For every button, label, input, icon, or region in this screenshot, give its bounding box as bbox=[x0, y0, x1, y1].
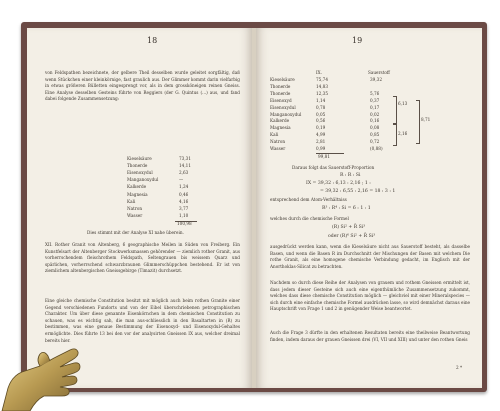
brace-value-3: 8,71 bbox=[421, 117, 431, 122]
oxide-label: Thonerde bbox=[270, 83, 291, 89]
oxide-label: Natron bbox=[270, 139, 286, 145]
formula-6: oder (R)⁶ Si² + R̈ Si³ bbox=[328, 234, 376, 239]
formula-5: (R) Si² + R̈ Si³ bbox=[332, 225, 366, 230]
oxide-value: 0,78 bbox=[316, 104, 326, 110]
brass-hand-icon bbox=[0, 330, 100, 411]
analysis-value: 0,46 bbox=[179, 191, 189, 197]
oxide-oxygen: 5,76 bbox=[370, 90, 380, 96]
analysis-value: 2,63 bbox=[179, 170, 189, 176]
oxide-oxygen: 0,72 bbox=[370, 139, 380, 145]
signature-mark: 2 * bbox=[456, 365, 463, 370]
analysis-value: 73,31 bbox=[179, 156, 191, 161]
formula-3: = 39,32 : 6,55 : 2,16 = 18 : 3 : 1 bbox=[320, 189, 396, 194]
oxide-value: 0,56 bbox=[316, 118, 326, 124]
oxide-value: 1,14 bbox=[316, 97, 326, 103]
analysis-label: Thonerde bbox=[127, 163, 148, 169]
oxide-oxygen: 0,17 bbox=[370, 104, 380, 110]
left-paragraph-3: XII. Rother Granit von Altenberg, 6 geographische Meilen in Süden von Freiberg. Ein Kunstfelsart der Altenberger Stockwerksmassen gehörender — ziemlich rother Granit, aus vorherrschendem fleischrothem Feldspath, Seltengrauen bis weissem Quarz und spärlichen, vorherrschend schwarzbraunen Glimmerschüppchen bestehend. Er ist von ziemlichem altenbergischen Gneissgebirge (Timazit) durchsetzt. bbox=[45, 242, 240, 274]
oxide-oxygen: 0,85 bbox=[370, 132, 380, 138]
analysis-label: Kali bbox=[127, 198, 136, 204]
formula-4: R³ : R⁴ : Si = 6 : 1 : 1 bbox=[322, 206, 371, 211]
oxide-value: 0,99 bbox=[316, 146, 326, 151]
oxide-oxygen: 0,08 bbox=[370, 125, 380, 131]
analysis-value: 14,11 bbox=[179, 163, 191, 169]
analysis-label: Kieselsäure bbox=[127, 156, 152, 161]
analysis-label: Natron bbox=[127, 205, 143, 211]
left-page-number: 18 bbox=[147, 36, 158, 45]
formula-line-4: welches durch die chemische Formel bbox=[270, 216, 349, 221]
table-head-label: Sauerstoff bbox=[368, 70, 390, 75]
oxide-oxygen: 0,37 bbox=[370, 97, 380, 103]
formula-2: IX = 39,32 : 6,13 : 2,16 ; 1 : bbox=[306, 181, 371, 186]
right-paragraph-1: ausgedrückt werden kann, wenn die Kieselsäure nicht aus Sauerstoff besteht, als dasselbe Basen, und wenn die Basen R im Durchschnitt der Mischungen der Basen mit welchem Die rothe Granit, als eine homogene chemische Verbindung gedacht, im Englisch mit der Anorthoklas-Silicat zu betrachten. bbox=[270, 244, 470, 269]
analysis-value: 4,16 bbox=[179, 198, 189, 204]
analysis-label: Eisenoxydul bbox=[127, 170, 153, 176]
oxide-oxygen: 39,32 bbox=[370, 77, 382, 82]
brace-lower bbox=[393, 124, 397, 146]
oxide-oxygen: 0,16 bbox=[370, 118, 380, 124]
oxide-value: 14,83 bbox=[316, 83, 328, 89]
left-paragraph-1: von Feldspathen bezeichnete, der gelbere Theil desselben wurde geleitet sorgfältig, daß wenn Stückchen einer kleinkörnige, fast graulich aus. Der Glimmer kommt darin vielfarbig in etwas größeren Bülletten eingesprengt vor, als in dem grossköneigen reinen Gneiss. Eine Analyse desselben Gesteins führte von Reggiers (der G. Quintus (...) aus, und fand dabei folgende Zusammensetzung: bbox=[45, 70, 240, 102]
oxide-value: 0,19 bbox=[316, 125, 326, 131]
analysis-value: 3,77 bbox=[179, 205, 189, 211]
analysis-total: 100,98 bbox=[177, 221, 192, 226]
table-total: 99,81 bbox=[318, 154, 330, 159]
formula-1: R : R : Si bbox=[340, 173, 361, 178]
right-paragraph-2: Nachdem so durch diese Reihe der Analysen von grauem und rothem Gneissen ermittelt ist, dass jedem dieser Gesteine sich auch eine eigenthümliche Zusammensetzung zukommt, welches dass diese chemische Constitution möglich — gleichviel mit einer Mineralspecies — sich durch eine einfache chemische Formel ausdrücken lasse, so wird demnächst daraus eine Hauptschrift von Frage 1 und 2 in genügender Weise beantwortet. bbox=[270, 280, 470, 312]
brace-upper bbox=[393, 96, 397, 124]
oxide-label: Kalkerde bbox=[270, 118, 290, 124]
oxide-value: 2,81 bbox=[316, 139, 326, 145]
brace-outer bbox=[416, 100, 420, 144]
analysis-value: — bbox=[179, 177, 184, 183]
oxide-oxygen: (0,88) bbox=[370, 146, 383, 151]
oxide-value: 75,74 bbox=[316, 77, 328, 82]
table-head-num: IX. bbox=[316, 70, 322, 75]
proportion-intro: Daraus folgt das Sauerstoff-Proportion bbox=[292, 165, 375, 170]
oxide-label: Manganoxydul bbox=[270, 111, 302, 117]
right-page bbox=[256, 28, 482, 388]
analysis-label: Manganoxydul bbox=[127, 177, 159, 183]
brace-value-2: 2,16 bbox=[398, 131, 408, 136]
right-paragraph-3: Auch die Frage 3 dürfte in den erhaltenen Resultaten bereits eine theilweise Beantwortung finden, indem daraus der grauen Gneissen drei (VI, VII und XIII) und unter den rothen Gneis bbox=[270, 330, 470, 342]
oxide-oxygen: 0,02 bbox=[370, 111, 380, 117]
left-paragraph-4: Eine gleiche chemische Constitution besitzt mit möglich auch beim rothen Granite einer Gegend verschiedenen Fundorts und von der Eibel überschriebenen petrographischen Charakter. Um über diese genannte Eisenkörnchen in dem chemischen Constitution zu schauen, was es wichtig sah, die man aus-schliesslich in den Basaltarten in (R) zu bestimmen, was eine genaue Bestimmung der Eisenoxyd- und Eisenoxydul-Gehaltes ermöglichte. Dies führte 13 bei den vor der analysirten Gneissen IX aus, welcher dreimal bereits hier. bbox=[45, 298, 240, 343]
oxide-label: Kieselsäure bbox=[270, 77, 295, 82]
right-page-number: 19 bbox=[352, 36, 363, 45]
analysis-label: Magnesia bbox=[127, 191, 148, 197]
oxide-label: Wasser bbox=[270, 146, 286, 151]
oxide-label: Eisenoxyd bbox=[270, 97, 292, 103]
oxide-value: 12,35 bbox=[316, 90, 328, 96]
oxide-label: Eisenoxydul bbox=[270, 104, 296, 110]
oxide-label: Thonerde bbox=[270, 90, 291, 96]
left-paragraph-2: Dies stimmt mit der Analyse XI nahe überein. bbox=[87, 230, 184, 235]
oxide-label: Magnesia bbox=[270, 125, 291, 131]
brace-value-1: 6,13 bbox=[398, 101, 408, 106]
analysis-label: Kalkerde bbox=[127, 184, 147, 190]
oxide-value: 0,05 bbox=[316, 111, 326, 117]
analysis-value: 1,10 bbox=[179, 212, 189, 218]
analysis-label: Wasser bbox=[127, 212, 143, 218]
oxide-label: Kali bbox=[270, 132, 279, 138]
formula-intro: entsprechend dem Atom-Verhältniss bbox=[270, 197, 347, 202]
oxide-value: 4,99 bbox=[316, 132, 326, 138]
analysis-value: 1,24 bbox=[179, 184, 189, 190]
